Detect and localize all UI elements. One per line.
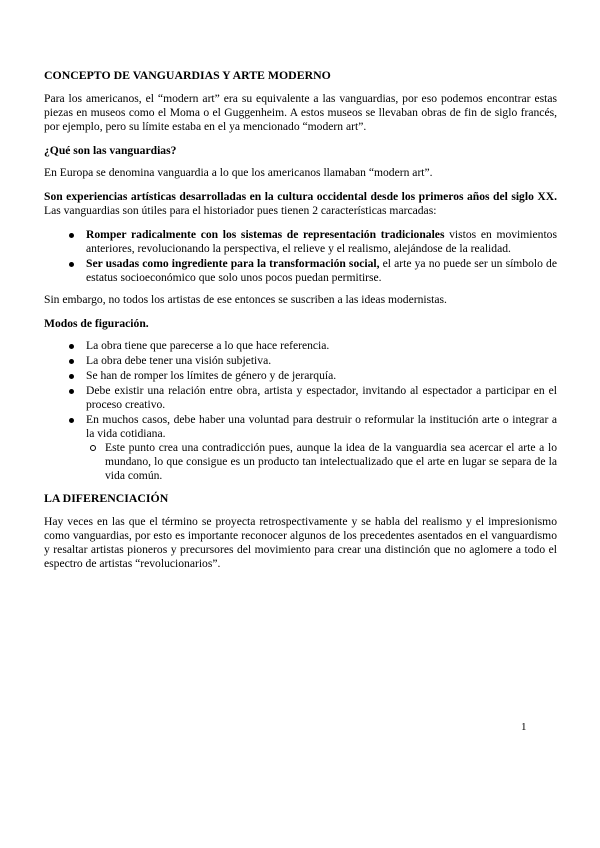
page-title: CONCEPTO DE VANGUARDIAS Y ARTE MODERNO: [44, 68, 331, 82]
modes-list: [44, 339, 557, 483]
bullet-icon: [69, 344, 74, 349]
mode-text: Debe existir una relación entre obra, artista y espectador, invitando al espectador a participar en el proceso creativo.: [86, 384, 557, 411]
bullet-icon: [69, 418, 74, 423]
characteristics-list: [44, 228, 557, 285]
list-item: [44, 339, 557, 353]
page-number: 1: [521, 721, 527, 733]
bullet-icon: [69, 262, 74, 267]
differentiation-heading: LA DIFERENCIACIÓN: [44, 491, 169, 505]
list-item: [44, 369, 557, 383]
list-item: [44, 413, 557, 483]
list-item: [44, 257, 557, 285]
bullet-icon: [69, 374, 74, 379]
list-item: [44, 354, 557, 368]
characteristic-bold: Romper radicalmente con los sistemas de representación tradicionales: [86, 228, 445, 241]
mode-text: La obra tiene que parecerse a lo que hace referencia.: [86, 339, 330, 352]
modes-sublist: [86, 441, 557, 483]
characteristic-text: el arte ya no puede ser un símbolo de estatus socioeconómico que solo unos pocos puedan permitirse.: [86, 257, 557, 284]
bullet-icon: [69, 389, 74, 394]
europe-paragraph: En Europa se denomina vanguardia a lo que los americanos llamaban “modern art”.: [44, 166, 433, 179]
list-item: [44, 228, 557, 256]
list-item: [44, 384, 557, 412]
mode-text: Se han de romper los límites de género y de jerarquía.: [86, 369, 337, 382]
differentiation-paragraph: Hay veces en las que el término se proyecta retrospectivamente y se habla del realismo y el impresionismo como vanguardias, por esto es importante reconocer algunos de los precedentes asentados en el vanguardismo y resaltar artistas pioneros y precursores del movimiento para crear una distinción que no aglomere a todo el espectro de artistas “revolucionarios”.: [44, 515, 557, 570]
experiences-text: Las vanguardias son útiles para el historiador pues tienen 2 características marcadas:: [44, 204, 437, 217]
bullet-icon: [69, 359, 74, 364]
mode-text: La obra debe tener una visión subjetiva.: [86, 354, 272, 367]
page-content: [44, 68, 557, 581]
subpoint-text: Este punto crea una contradicción pues, aunque la idea de la vanguardia sea acercar el arte a lo mundano, lo que consigue es un producto tan intelectualizado que el arte en lugar se separa de la vida común.: [105, 441, 557, 482]
hollow-bullet-icon: [90, 445, 96, 451]
characteristic-bold: Ser usadas como ingrediente para la transformación social,: [86, 257, 380, 270]
sub-list-item: [86, 441, 557, 483]
bullet-icon: [69, 233, 74, 238]
experiences-bold-text: Son experiencias artísticas desarrolladas en la cultura occidental desde los primeros años del siglo XX.: [44, 190, 557, 203]
mode-text: En muchos casos, debe haber una voluntad para destruir o reformular la institución arte o integrar a la vida cotidiana.: [86, 413, 557, 440]
however-paragraph: Sin embargo, no todos los artistas de ese entonces se suscriben a las ideas modernistas.: [44, 293, 447, 306]
characteristic-text: vistos en movimientos anteriores, revolucionando la perspectiva, el relieve y el realismo, alejándose de la realidad.: [86, 228, 557, 255]
experiences-paragraph: [44, 190, 557, 218]
intro-paragraph: Para los americanos, el “modern art” era su equivalente a las vanguardias, por eso podemos encontrar estas piezas en museos como el Moma o el Guggenheim. A estos museos se llevaban obras de fin de siglo francés, por ejemplo, pero su límite estaba en el ya mencionado “modern art”.: [44, 92, 557, 133]
modes-heading: Modos de figuración.: [44, 317, 149, 330]
question-heading: ¿Qué son las vanguardias?: [44, 144, 177, 157]
